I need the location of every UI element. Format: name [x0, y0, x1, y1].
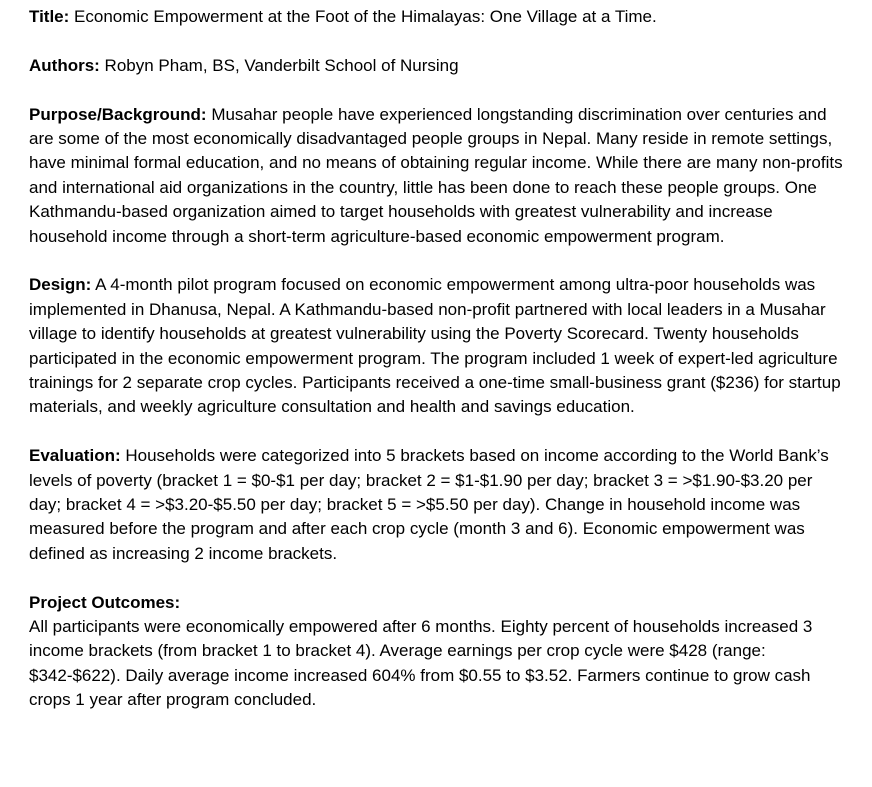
- outcomes-label: Project Outcomes:: [29, 592, 181, 612]
- outcomes-heading: [29, 591, 849, 615]
- authors-paragraph: [29, 54, 849, 78]
- purpose-paragraph: [29, 103, 849, 249]
- evaluation-text: Households were categorized into 5 brackets based on income according to the World Bank’s levels of poverty (bracket 1 = $0-$1 per day; bracket 2 = $1-$1.90 per day; bracket 3 = >$1.90-$3.20 per day; bracket 4 = >$3.20-$5.50 per day; bracket 5 = >$5.50 per day). Change in household income was measured before the program and after each crop cycle (month 3 and 6). Economic empowerment was defined as increasing 2 income brackets.: [29, 446, 829, 563]
- purpose-label: Purpose/Background:: [29, 104, 207, 124]
- title-paragraph: [29, 5, 849, 29]
- outcomes-paragraph: [29, 615, 849, 713]
- design-text: A 4-month pilot program focused on economic empowerment among ultra-poor households was implemented in Dhanusa, Nepal. A Kathmandu-based non-profit partnered with local leaders in a Musahar village to identify households at greatest vulnerability using the Poverty Scorecard. Twenty households participated in the economic empowerment program. The program included 1 week of expert-led agriculture trainings for 2 separate crop cycles. Participants received a one-time small-business grant ($236) for startup materials, and weekly agriculture consultation and health and savings education.: [29, 275, 841, 417]
- design-paragraph: [29, 273, 849, 419]
- authors-text: Robyn Pham, BS, Vanderbilt School of Nursing: [99, 55, 459, 75]
- evaluation-label: Evaluation:: [29, 446, 121, 466]
- authors-label: Authors:: [29, 55, 100, 75]
- purpose-text: Musahar people have experienced longstanding discrimination over centuries and are some of the most economically disadvantaged people groups in Nepal. Many reside in remote settings, have minimal formal education, and no means of obtaining regular income. While there are many non-profits and international aid organizations in the country, little has been done to reach these people groups. One Kathmandu-based organization aimed to target households with greatest vulnerability and increase household income through a short-term agriculture-based economic empowerment program.: [29, 104, 843, 246]
- outcomes-text: All participants were economically empowered after 6 months. Eighty percent of households increased 3 income brackets (from bracket 1 to bracket 4). Average earnings per crop cycle were $428 (range: $342-$622). Daily average income increased 604% from $0.55 to $3.52. Farmers continue to grow cash crops 1 year after program concluded.: [29, 617, 813, 710]
- title-label: Title:: [29, 7, 70, 26]
- evaluation-paragraph: [29, 444, 849, 566]
- design-label: Design:: [29, 275, 92, 295]
- title-text: Economic Empowerment at the Foot of the Himalayas: One Village at a Time.: [69, 7, 657, 26]
- abstract-document: [29, 5, 849, 713]
